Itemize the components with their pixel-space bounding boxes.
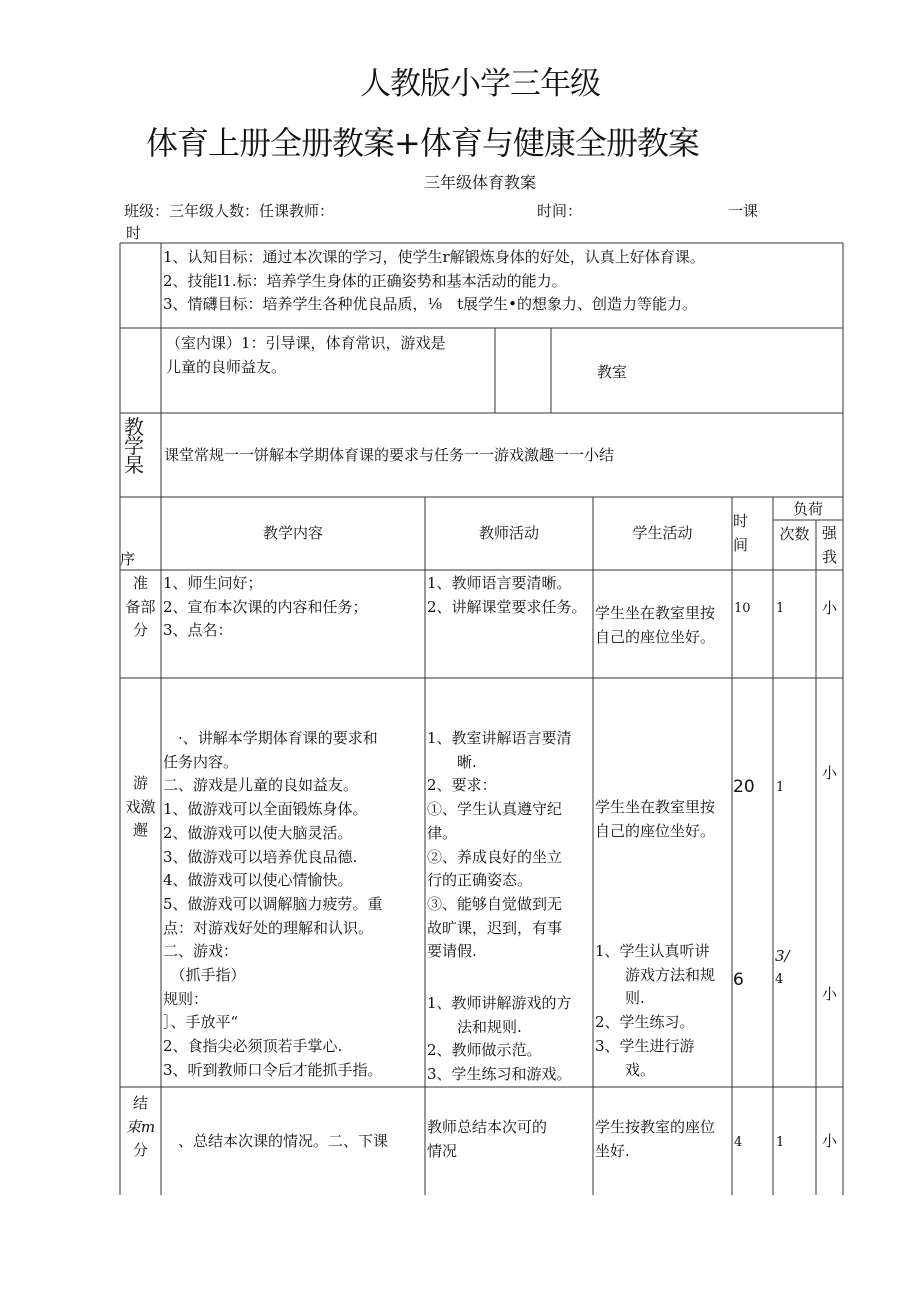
game-teacher-line: 2、要求：	[427, 776, 497, 795]
end-content: 、总结本次课的情况。二、下课	[163, 1132, 389, 1150]
game-content-line: ·、讲解本学期体育课的要求和	[163, 729, 378, 747]
game-content-line: 3、听到教师口令后才能抓手指。	[163, 1060, 383, 1079]
lesson-content-line: （室内课）1：引导课，体育常识，游戏是	[166, 334, 446, 352]
game-content-line: 点：对游戏好处的理解和认识。	[163, 918, 374, 937]
game-content-line: 4、做游戏可以使心情愉快。	[163, 871, 353, 890]
header-sequence: 序	[120, 550, 136, 568]
prep-content-line: 1、师生问好；	[163, 574, 263, 592]
prep-label-line: 分	[132, 621, 148, 640]
end-label-line: 分	[132, 1141, 148, 1160]
game-student-activities	[595, 940, 715, 1082]
game-content-line: 二、游戏：	[163, 942, 239, 961]
game-count-a: 1	[776, 780, 785, 795]
game-content-line: 1、做游戏可以全面锻炼身体。	[163, 800, 368, 819]
game-content-line: 2、食指尖必须顶若手掌心.	[163, 1037, 343, 1056]
game-teacher-line: 1、教室讲解语言要清	[427, 729, 572, 747]
end-student-line: 坐好.	[595, 1141, 630, 1160]
prep-content-line: 3、点名：	[163, 621, 233, 640]
game-content-line: 任务内容。	[163, 752, 239, 771]
document-title: 人教版小学三年级	[360, 66, 600, 102]
objectives	[163, 246, 705, 317]
game-content	[163, 727, 383, 1083]
prep-student-line: 学生坐在教室里按	[595, 604, 716, 622]
end-intensity: 小	[822, 1132, 838, 1150]
game-intensity-b: 小	[822, 985, 838, 1003]
prep-content-line: 2、宣布本次课的内容和任务；	[163, 597, 368, 616]
game-content-line: 规则：	[163, 989, 209, 1008]
end-label	[120, 1092, 161, 1163]
game-time-b: 6	[733, 970, 744, 990]
game-student-line: 2、学生练习。	[595, 1013, 695, 1032]
objective-cognitive: 1、认知目标：通过本次课的学习，使学生r解锻炼身体的好处，认真上好体育课。	[163, 248, 705, 266]
game-count-b-line: 3/	[775, 947, 790, 965]
lesson-content	[166, 332, 446, 379]
game-time-a: 20	[733, 777, 755, 797]
game-count-b	[775, 944, 790, 992]
game-teacher-line: ①、学生认真遵守纪	[427, 800, 563, 819]
end-teacher	[427, 1116, 547, 1163]
game-teacher-requirements	[427, 727, 572, 964]
prep-teacher	[427, 572, 587, 619]
game-teacher-line: 行的正确姿态。	[427, 871, 533, 890]
end-teacher-line: 教师总结本次可的	[427, 1118, 548, 1136]
game-content-line: （抓手指）	[163, 966, 246, 985]
header-time-char: 时	[733, 512, 749, 530]
prep-time: 10	[734, 601, 751, 616]
game-teacher-line: 律。	[427, 823, 458, 842]
prep-label-line: 备部	[125, 597, 156, 616]
document-subtitle: 体育上册全册教案+体育与健康全册教案	[146, 124, 699, 162]
prep-label	[120, 572, 161, 643]
game-intensity-a: 小	[822, 764, 838, 782]
game-student-line: 戏。	[595, 1060, 656, 1079]
game-label	[120, 772, 161, 843]
game-student-line: 3、学生进行游	[595, 1036, 695, 1055]
game-label-line: 邂	[132, 821, 148, 840]
header-load: 负荷	[792, 500, 823, 518]
game-teacher-line: ③、能够自觉做到无	[427, 894, 563, 913]
end-student-line: 学生按教室的座位	[595, 1118, 716, 1136]
prep-teacher-line: 1、教师语言要清晰。	[427, 574, 572, 592]
game-student-line: 则.	[595, 989, 645, 1008]
game-teacher-line: 法和规则.	[427, 1017, 522, 1036]
game-teacher-line: 3、学生练习和游戏。	[427, 1065, 572, 1084]
end-student	[595, 1116, 715, 1163]
structure-text: 课堂常规一一饼解本学期体育课的要求与任务一一游戏激趣一一小结	[164, 446, 615, 464]
prep-student	[595, 602, 715, 649]
prep-label-line: 准	[132, 574, 148, 592]
game-student-line: 1、学生认真听讲	[595, 942, 710, 960]
structure-label-char: 杲	[124, 453, 144, 477]
section-title: 三年级体育教案	[423, 173, 536, 192]
game-student-seating	[595, 796, 715, 843]
game-content-line: 3、做游戏可以培养优良品德.	[163, 847, 358, 866]
game-teacher-line: ②、养成良好的坐立	[427, 847, 563, 866]
hour-label: 时	[126, 224, 142, 242]
structure-label-char: 学	[124, 434, 144, 458]
time-label: 时间：	[537, 202, 583, 220]
game-teacher-demo	[427, 992, 572, 1087]
header-intensity-char: 强	[821, 524, 837, 542]
header-content: 教学内容	[262, 524, 323, 542]
game-content-line: ］、手放平“	[163, 1013, 239, 1032]
header-teacher: 教师活动	[478, 524, 539, 542]
class-info: 班级：三年级人数：任课教师：	[124, 202, 335, 220]
game-student-line: 游戏方法和规	[595, 965, 716, 984]
game-teacher-line: 要请假.	[427, 942, 477, 961]
lesson-content-line: 儿童的良师益友。	[166, 357, 287, 376]
game-label-line: 游	[132, 774, 148, 792]
end-label-line: 结	[132, 1094, 148, 1112]
game-teacher-line: 1、教师讲解游戏的方	[427, 994, 572, 1012]
structure-label	[124, 415, 144, 477]
end-count: 1	[776, 1135, 785, 1150]
game-label-line: 戏激	[125, 797, 156, 816]
end-label-line: 束m	[125, 1117, 156, 1136]
prep-teacher-line: 2、讲解课堂要求任务。	[427, 597, 587, 616]
game-count-b-line: 4	[775, 972, 784, 987]
game-content-line: 2、做游戏可以使大脑灵活。	[163, 823, 353, 842]
header-time-char: 间	[733, 535, 749, 554]
prep-student-line: 自己的座位坐好。	[595, 627, 716, 646]
prep-content	[163, 572, 368, 643]
header-student: 学生活动	[632, 524, 693, 542]
end-teacher-line: 情况	[427, 1141, 458, 1160]
lesson-location: 教室	[597, 363, 628, 381]
game-content-line: 二、游戏是儿童的良如益友。	[163, 776, 359, 795]
game-student-line: 学生坐在教室里按	[595, 798, 716, 816]
structure-label-char: 教	[124, 415, 144, 439]
end-time: 4	[734, 1135, 743, 1150]
objective-skill: 2、技能l1.标：培养学生身体的正确姿势和基本活动的能力。	[163, 271, 567, 290]
header-count: 次数	[779, 525, 810, 543]
game-teacher-line: 晰.	[427, 752, 477, 771]
header-time	[733, 510, 748, 557]
game-student-line: 自己的座位坐好。	[595, 821, 716, 840]
lesson-label: 一课	[728, 202, 759, 220]
prep-count: 1	[776, 601, 785, 616]
game-content-line: 5、做游戏可以调解脑力疲劳。重	[163, 894, 383, 913]
objective-affective: 3、情礴目标：培养学生各种优良品质，⅛ t展学生•的想象力、创造力等能力。	[163, 295, 697, 314]
prep-intensity: 小	[822, 599, 838, 617]
game-teacher-line: 2、教师做示范。	[427, 1041, 542, 1060]
header-intensity	[816, 522, 843, 569]
game-teacher-line: 故旷课，迟到，有事	[427, 918, 563, 937]
header-intensity-char: 我	[821, 547, 837, 566]
